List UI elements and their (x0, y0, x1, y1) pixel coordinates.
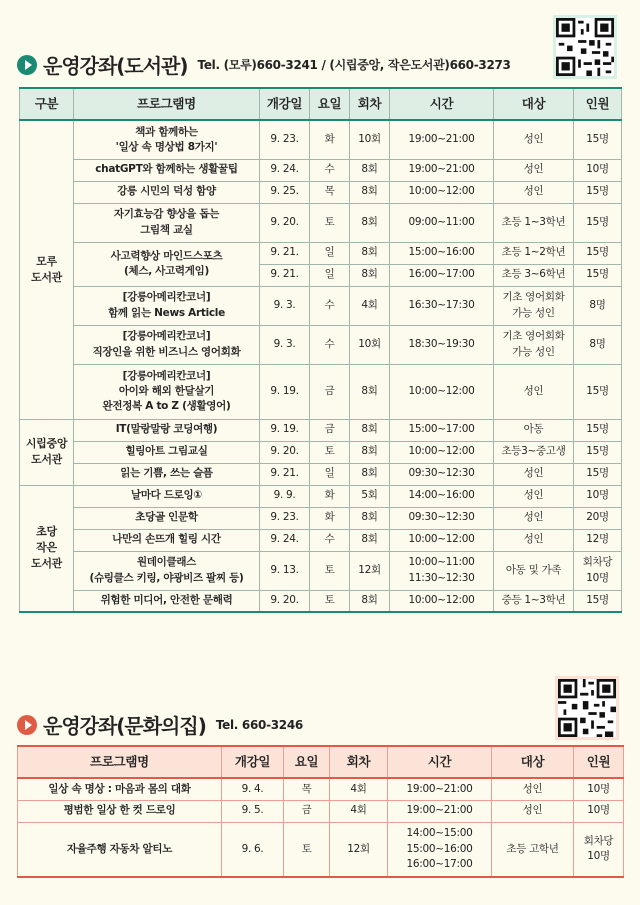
library-course-table (19, 87, 622, 613)
target-cell: 성인 (494, 463, 574, 485)
table-row (20, 485, 622, 507)
start-date-cell: 9. 19. (260, 364, 310, 419)
table-row (20, 419, 622, 441)
sessions-cell: 8회 (350, 441, 390, 463)
time-cell: 16:30~17:30 (390, 286, 494, 325)
col-header-time: 시간 (390, 88, 494, 120)
table-row (20, 203, 622, 242)
day-cell: 화 (310, 120, 350, 159)
table-row (20, 159, 622, 181)
start-date-cell: 9. 24. (260, 159, 310, 181)
start-date-cell: 9. 20. (260, 590, 310, 612)
col-header-target: 대상 (494, 88, 574, 120)
section2-tel: Tel. 660-3246 (215, 717, 303, 732)
target-cell: 성인 (494, 507, 574, 529)
col-header-start-date: 개강일 (260, 88, 310, 120)
qr-code-icon (558, 679, 616, 737)
day-cell: 토 (310, 590, 350, 612)
target-cell: 성인 (494, 364, 574, 419)
col-header-capacity: 인원 (574, 746, 624, 778)
capacity-cell: 15명 (574, 181, 622, 203)
program-cell: [강릉아메리칸코너] 아이와 해외 한달살기 완전정복 A to Z (생활영어) (74, 364, 260, 419)
capacity-cell: 15명 (574, 242, 622, 264)
day-cell: 토 (310, 441, 350, 463)
section1-title: 운영강좌(도서관) (43, 54, 188, 78)
start-date-cell: 9. 23. (260, 507, 310, 529)
sessions-cell: 8회 (350, 529, 390, 551)
program-cell: 강릉 시민의 덕성 함양 (74, 181, 260, 203)
table-row (20, 529, 622, 551)
day-cell: 수 (310, 325, 350, 364)
capacity-cell: 15명 (574, 419, 622, 441)
day-cell: 목 (284, 778, 330, 800)
sessions-cell: 8회 (350, 264, 390, 286)
time-cell: 19:00~21:00 (390, 120, 494, 159)
table-row (18, 822, 624, 877)
capacity-cell: 10명 (574, 800, 624, 822)
col-header-program: 프로그램명 (18, 746, 222, 778)
time-cell: 15:00~16:00 (390, 242, 494, 264)
start-date-cell: 9. 23. (260, 120, 310, 159)
qr-code-culture-house[interactable] (555, 676, 619, 740)
start-date-cell: 9. 20. (260, 441, 310, 463)
program-cell: 책과 함께하는 '일상 속 명상법 8가지' (74, 120, 260, 159)
program-cell: 나만의 손뜨개 힐링 시간 (74, 529, 260, 551)
sessions-cell: 8회 (350, 507, 390, 529)
table-row (20, 286, 622, 325)
sessions-cell: 8회 (350, 463, 390, 485)
start-date-cell: 9. 3. (260, 325, 310, 364)
sessions-cell: 12회 (330, 822, 388, 877)
day-cell: 일 (310, 242, 350, 264)
qr-code-icon (556, 18, 614, 76)
start-date-cell: 9. 21. (260, 264, 310, 286)
program-cell: chatGPT와 함께하는 생활꿀팁 (74, 159, 260, 181)
target-cell: 성인 (494, 485, 574, 507)
capacity-cell: 15명 (574, 364, 622, 419)
table-row (20, 242, 622, 264)
time-cell: 15:00~17:00 (390, 419, 494, 441)
day-cell: 토 (310, 203, 350, 242)
qr-code-library[interactable] (553, 15, 617, 79)
culture-house-course-table (17, 745, 624, 878)
sessions-cell: 8회 (350, 242, 390, 264)
category-cell: 초당 작은 도서관 (20, 485, 74, 612)
capacity-cell: 8명 (574, 286, 622, 325)
col-header-time: 시간 (388, 746, 492, 778)
capacity-cell: 8명 (574, 325, 622, 364)
target-cell: 초등 1~2학년 (494, 242, 574, 264)
capacity-cell: 15명 (574, 590, 622, 612)
table-header-row (20, 88, 622, 120)
time-cell: 19:00~21:00 (390, 159, 494, 181)
program-cell: 원데이클래스 (슈링클스 키링, 야광비즈 팔찌 등) (74, 551, 260, 590)
col-header-category: 구분 (20, 88, 74, 120)
sessions-cell: 8회 (350, 181, 390, 203)
target-cell: 기초 영어회화 가능 성인 (494, 325, 574, 364)
start-date-cell: 9. 21. (260, 463, 310, 485)
section1-header (17, 50, 511, 79)
start-date-cell: 9. 25. (260, 181, 310, 203)
day-cell: 수 (310, 529, 350, 551)
col-header-sessions: 회차 (330, 746, 388, 778)
program-cell: 초당골 인문학 (74, 507, 260, 529)
table-row (20, 181, 622, 203)
target-cell: 성인 (494, 181, 574, 203)
capacity-cell: 12명 (574, 529, 622, 551)
capacity-cell: 15명 (574, 203, 622, 242)
sessions-cell: 10회 (350, 325, 390, 364)
sessions-cell: 8회 (350, 590, 390, 612)
start-date-cell: 9. 19. (260, 419, 310, 441)
start-date-cell: 9. 20. (260, 203, 310, 242)
target-cell: 성인 (494, 529, 574, 551)
table-row (20, 120, 622, 159)
program-cell: 사고력향상 마인드스포츠 (체스, 사고력게임) (74, 242, 260, 286)
sessions-cell: 5회 (350, 485, 390, 507)
program-cell: [강릉아메리칸코너] 함께 읽는 News Article (74, 286, 260, 325)
day-cell: 수 (310, 159, 350, 181)
day-cell: 토 (284, 822, 330, 877)
time-cell: 16:00~17:00 (390, 264, 494, 286)
play-icon (17, 715, 37, 735)
start-date-cell: 9. 6. (222, 822, 284, 877)
col-header-day: 요일 (310, 88, 350, 120)
category-cell: 모루 도서관 (20, 120, 74, 419)
capacity-cell: 15명 (574, 441, 622, 463)
table-row (20, 441, 622, 463)
time-cell: 10:00~12:00 (390, 364, 494, 419)
col-header-start-date: 개강일 (222, 746, 284, 778)
time-cell: 10:00~12:00 (390, 590, 494, 612)
program-cell: 평범한 일상 한 컷 드로잉 (18, 800, 222, 822)
program-cell: IT(말랑말랑 코딩여행) (74, 419, 260, 441)
section2-title: 운영강좌(문화의집) (43, 714, 206, 738)
program-cell: 자기효능감 향상을 돕는 그림책 교실 (74, 203, 260, 242)
day-cell: 일 (310, 463, 350, 485)
target-cell: 초등 3~6학년 (494, 264, 574, 286)
time-cell: 09:00~11:00 (390, 203, 494, 242)
sessions-cell: 10회 (350, 120, 390, 159)
day-cell: 일 (310, 264, 350, 286)
day-cell: 금 (310, 364, 350, 419)
program-cell: 위험한 미디어, 안전한 문해력 (74, 590, 260, 612)
target-cell: 초등 1~3학년 (494, 203, 574, 242)
capacity-cell: 15명 (574, 120, 622, 159)
start-date-cell: 9. 5. (222, 800, 284, 822)
capacity-cell: 회차당 10명 (574, 551, 622, 590)
start-date-cell: 9. 24. (260, 529, 310, 551)
sessions-cell: 4회 (330, 778, 388, 800)
day-cell: 화 (310, 507, 350, 529)
program-cell: 일상 속 명상 : 마음과 몸의 대화 (18, 778, 222, 800)
target-cell: 기초 영어회화 가능 성인 (494, 286, 574, 325)
target-cell: 성인 (494, 159, 574, 181)
col-header-target: 대상 (492, 746, 574, 778)
start-date-cell: 9. 4. (222, 778, 284, 800)
sessions-cell: 8회 (350, 419, 390, 441)
program-cell: 힐링아트 그림교실 (74, 441, 260, 463)
start-date-cell: 9. 21. (260, 242, 310, 264)
day-cell: 금 (284, 800, 330, 822)
sessions-cell: 8회 (350, 159, 390, 181)
day-cell: 수 (310, 286, 350, 325)
target-cell: 초등3~중고생 (494, 441, 574, 463)
sessions-cell: 12회 (350, 551, 390, 590)
time-cell: 10:00~12:00 (390, 181, 494, 203)
capacity-cell: 회차당 10명 (574, 822, 624, 877)
start-date-cell: 9. 13. (260, 551, 310, 590)
time-cell: 14:00~15:00 15:00~16:00 16:00~17:00 (388, 822, 492, 877)
day-cell: 목 (310, 181, 350, 203)
table-row (20, 551, 622, 590)
section1-tel: Tel. (모루)660-3241 / (시립중앙, 작은도서관)660-3273 (197, 58, 511, 72)
time-cell: 10:00~12:00 (390, 441, 494, 463)
col-header-day: 요일 (284, 746, 330, 778)
target-cell: 성인 (494, 120, 574, 159)
table-row (20, 463, 622, 485)
time-cell: 10:00~12:00 (390, 529, 494, 551)
target-cell: 아동 및 가족 (494, 551, 574, 590)
capacity-cell: 10명 (574, 485, 622, 507)
start-date-cell: 9. 3. (260, 286, 310, 325)
day-cell: 토 (310, 551, 350, 590)
capacity-cell: 15명 (574, 264, 622, 286)
time-cell: 09:30~12:30 (390, 507, 494, 529)
table-row (20, 364, 622, 419)
table-row (18, 800, 624, 822)
target-cell: 초등 고학년 (492, 822, 574, 877)
col-header-program: 프로그램명 (74, 88, 260, 120)
sessions-cell: 4회 (330, 800, 388, 822)
program-cell: [강릉아메리칸코너] 직장인을 위한 비즈니스 영어회화 (74, 325, 260, 364)
day-cell: 금 (310, 419, 350, 441)
category-cell: 시립중앙 도서관 (20, 419, 74, 485)
day-cell: 화 (310, 485, 350, 507)
table-header-row (18, 746, 624, 778)
sessions-cell: 4회 (350, 286, 390, 325)
col-header-sessions: 회차 (350, 88, 390, 120)
col-header-capacity: 인원 (574, 88, 622, 120)
target-cell: 성인 (492, 778, 574, 800)
play-icon (17, 55, 37, 75)
program-cell: 자율주행 자동차 알티노 (18, 822, 222, 877)
capacity-cell: 10명 (574, 159, 622, 181)
capacity-cell: 15명 (574, 463, 622, 485)
time-cell: 14:00~16:00 (390, 485, 494, 507)
program-cell: 읽는 기쁨, 쓰는 슬픔 (74, 463, 260, 485)
capacity-cell: 10명 (574, 778, 624, 800)
sessions-cell: 8회 (350, 203, 390, 242)
table-row (20, 325, 622, 364)
target-cell: 아동 (494, 419, 574, 441)
table-row (20, 590, 622, 612)
program-cell: 날마다 드로잉① (74, 485, 260, 507)
target-cell: 중등 1~3학년 (494, 590, 574, 612)
section2-header (17, 710, 303, 739)
capacity-cell: 20명 (574, 507, 622, 529)
table-row (18, 778, 624, 800)
time-cell: 18:30~19:30 (390, 325, 494, 364)
time-cell: 19:00~21:00 (388, 800, 492, 822)
time-cell: 09:30~12:30 (390, 463, 494, 485)
start-date-cell: 9. 9. (260, 485, 310, 507)
table-row (20, 507, 622, 529)
time-cell: 10:00~11:00 11:30~12:30 (390, 551, 494, 590)
target-cell: 성인 (492, 800, 574, 822)
time-cell: 19:00~21:00 (388, 778, 492, 800)
sessions-cell: 8회 (350, 364, 390, 419)
